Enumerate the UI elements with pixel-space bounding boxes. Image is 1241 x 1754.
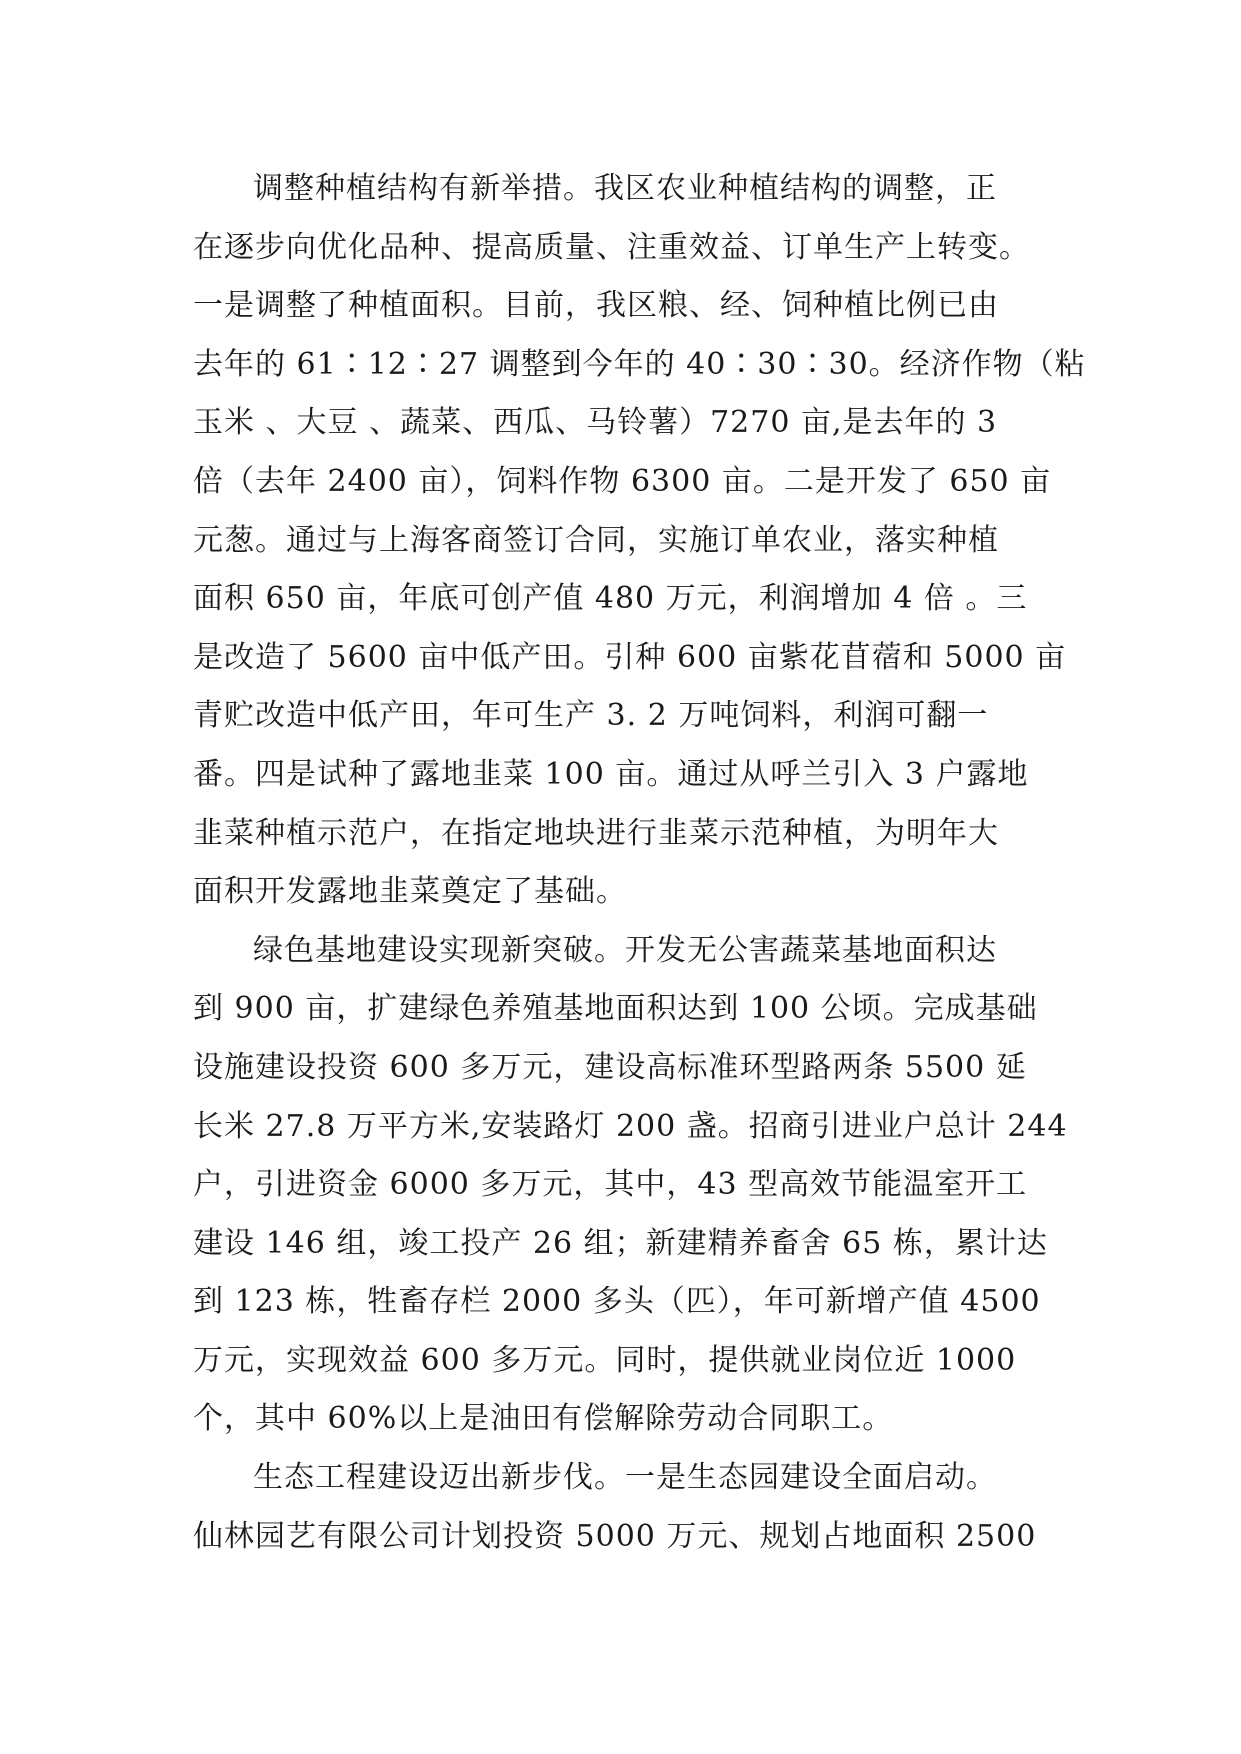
paragraph-line: 建设 146 组，竣工投产 26 组；新建精养畜舍 65 栋，累计达 — [193, 1225, 1048, 1261]
paragraph-green-base — [193, 922, 1073, 1449]
paragraph-line: 面积 650 亩，年底可创产值 480 万元，利润增加 4 倍 。三 — [193, 581, 1028, 617]
paragraph-line: 设施建设投资 600 多万元，建设高标准环型路两条 5500 延 — [193, 1049, 1027, 1085]
paragraph-line: 长米 27.8 万平方米,安装路灯 200 盏。招商引进业户总计 244 — [193, 1108, 1068, 1144]
paragraph-line: 青贮改造中低产田，年可生产 3. 2 万吨饲料，利润可翻一 — [193, 698, 989, 734]
paragraph-line: 生态工程建设迈出新步伐。一是生态园建设全面启动。 — [253, 1460, 997, 1496]
paragraph-line: 是改造了 5600 亩中低产田。引种 600 亩紫花苜蓿和 5000 亩 — [193, 639, 1067, 675]
document-body — [193, 160, 1086, 1566]
paragraph-planting-structure — [193, 160, 1086, 922]
paragraph-ecological-project — [193, 1449, 1073, 1566]
paragraph-line: 调整种植结构有新举措。我区农业种植结构的调整，正 — [253, 171, 997, 206]
paragraph-line: 万元，实现效益 600 多万元。同时，提供就业岗位近 1000 — [193, 1342, 1017, 1378]
paragraph-line: 仙林园艺有限公司计划投资 5000 万元、规划占地面积 2500 — [193, 1518, 1037, 1554]
paragraph-line: 番。四是试种了露地韭菜 100 亩。通过从呼兰引入 3 户露地 — [193, 756, 1029, 792]
paragraph-line: 去年的 61∶12∶27 调整到今年的 40∶30∶30。经济作物（粘 — [193, 346, 1086, 382]
paragraph-line: 到 123 栋，牲畜存栏 2000 多头（匹），年可新增产值 4500 — [193, 1284, 1041, 1320]
paragraph-line: 到 900 亩，扩建绿色养殖基地面积达到 100 公顷。完成基础 — [193, 991, 1038, 1027]
paragraph-line: 绿色基地建设实现新突破。开发无公害蔬菜基地面积达 — [253, 932, 997, 968]
paragraph-line: 玉米 、大豆 、蔬菜、西瓜、马铃薯）7270 亩,是去年的 3 — [193, 405, 998, 441]
paragraph-line: 个，其中 60%以上是油田有偿解除劳动合同职工。 — [193, 1401, 894, 1437]
paragraph-line: 一是调整了种植面积。目前，我区粮、经、饲种植比例已由 — [193, 288, 999, 324]
paragraph-line: 倍（去年 2400 亩），饲料作物 6300 亩。二是开发了 650 亩 — [193, 463, 1052, 499]
paragraph-line: 元葱。通过与上海客商签订合同，实施订单农业，落实种植 — [193, 522, 999, 558]
paragraph-line: 户，引进资金 6000 多万元，其中，43 型高效节能温室开工 — [193, 1167, 1028, 1203]
paragraph-line: 韭菜种植示范户，在指定地块进行韭菜示范种植，为明年大 — [193, 815, 999, 851]
paragraph-line: 面积开发露地韭菜奠定了基础。 — [193, 874, 627, 910]
paragraph-line: 在逐步向优化品种、提高质量、注重效益、订单生产上转变。 — [193, 229, 1030, 265]
